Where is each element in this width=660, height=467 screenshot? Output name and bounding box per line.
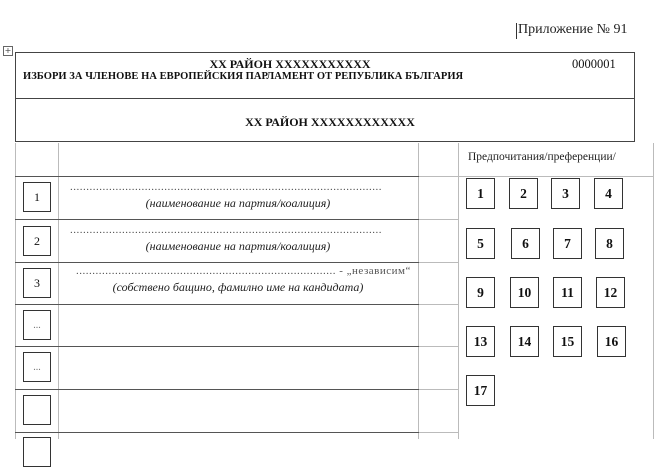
preference-box-1[interactable] xyxy=(466,178,495,209)
preference-box-15[interactable] xyxy=(553,326,582,357)
ballot-checkbox-3[interactable] xyxy=(23,268,51,298)
row-line xyxy=(15,176,419,177)
preference-box-4[interactable] xyxy=(594,178,623,209)
party-name-blank: ................................................................................................ xyxy=(70,181,382,193)
preference-box-6[interactable] xyxy=(511,228,540,259)
preference-number: 16 xyxy=(604,333,619,349)
preference-box-7[interactable] xyxy=(553,228,582,259)
header-divider xyxy=(15,98,635,99)
preference-number: 3 xyxy=(562,185,569,201)
ballot-number: 1 xyxy=(34,189,40,204)
ballot-checkbox-6[interactable] xyxy=(23,395,51,425)
candidate-name-blank: ................................................................................ - „независим“ xyxy=(76,265,411,277)
ballot-checkbox-2[interactable] xyxy=(23,226,51,256)
preference-box-3[interactable] xyxy=(551,178,580,209)
candidate-name-hint: (собствено бащино, фамилно име на кандидата) xyxy=(112,280,364,294)
preference-number: 9 xyxy=(477,284,484,300)
grid-right-border xyxy=(653,143,654,439)
ballot-number: 3 xyxy=(34,275,40,290)
preference-number: 8 xyxy=(606,235,613,251)
preference-number: 15 xyxy=(560,333,575,349)
table-move-handle-icon[interactable]: + xyxy=(4,46,12,55)
preference-number: 2 xyxy=(520,185,527,201)
preference-box-13[interactable] xyxy=(466,326,495,357)
party-name-hint: (наименование на партия/коалиция) xyxy=(145,196,331,210)
preference-number: 10 xyxy=(517,284,532,300)
ballot-checkbox-5[interactable] xyxy=(23,352,51,382)
preference-number: 5 xyxy=(477,235,484,251)
grid-col-divider-3 xyxy=(458,143,459,439)
pref-title-underline xyxy=(459,176,653,177)
preference-number: 17 xyxy=(473,382,488,398)
serial-number: 0000001 xyxy=(572,57,616,71)
preference-number: 12 xyxy=(603,284,618,300)
preference-box-14[interactable] xyxy=(510,326,539,357)
row-line-light xyxy=(419,219,458,220)
row-line-light xyxy=(419,262,458,263)
district-line xyxy=(0,57,620,72)
row-line xyxy=(15,389,419,390)
district-line-2: XX РАЙОН XXXXXXXXXXXX xyxy=(245,115,415,129)
row-line xyxy=(15,262,419,263)
election-title: ИЗБОРИ ЗА ЧЛЕНОВЕ НА ЕВРОПЕЙСКИЯ ПАРЛАМЕНТ ОТ РЕПУБЛИКА БЪЛГАРИЯ xyxy=(23,71,464,82)
preference-number: 1 xyxy=(477,185,484,201)
ballot-checkbox-4[interactable] xyxy=(23,310,51,340)
preference-box-17[interactable] xyxy=(466,375,495,406)
row-line-light xyxy=(419,304,458,305)
preferences-title: Предпочитания/преференции/ xyxy=(468,151,616,163)
ballot-number: ... xyxy=(33,319,41,331)
annex-label: Приложение № 91 xyxy=(518,22,628,37)
ballot-number: ... xyxy=(33,361,41,373)
preference-number: 6 xyxy=(522,235,529,251)
row-line xyxy=(15,432,419,433)
grid-left-border xyxy=(15,143,16,439)
ballot-number: 2 xyxy=(34,233,40,248)
preference-box-5[interactable] xyxy=(466,228,495,259)
party-name-blank: ................................................................................................ xyxy=(70,224,382,236)
party-name-hint: (наименование на партия/коалиция) xyxy=(145,239,331,253)
row-line-light xyxy=(419,176,458,177)
preference-box-2[interactable] xyxy=(509,178,538,209)
preference-box-8[interactable] xyxy=(595,228,624,259)
ballot-checkbox-7[interactable] xyxy=(23,437,51,467)
preference-box-11[interactable] xyxy=(553,277,582,308)
row-line xyxy=(15,304,419,305)
district-text: XX РАЙОН XXXXXXXXXXX xyxy=(209,57,371,71)
row-line xyxy=(15,346,419,347)
preference-number: 7 xyxy=(564,235,571,251)
row-line-light xyxy=(419,346,458,347)
preference-box-9[interactable] xyxy=(466,277,495,308)
ballot-checkbox-1[interactable] xyxy=(23,182,51,212)
row-line xyxy=(15,219,419,220)
preference-box-12[interactable] xyxy=(596,277,625,308)
preference-number: 14 xyxy=(517,333,532,349)
grid-col-divider-2 xyxy=(418,143,419,439)
row-line-light xyxy=(419,389,458,390)
preference-number: 4 xyxy=(605,185,612,201)
row-line-light xyxy=(419,432,458,433)
preference-number: 11 xyxy=(561,284,574,300)
preference-number: 13 xyxy=(473,333,488,349)
preference-box-16[interactable] xyxy=(597,326,626,357)
preference-box-10[interactable] xyxy=(510,277,539,308)
